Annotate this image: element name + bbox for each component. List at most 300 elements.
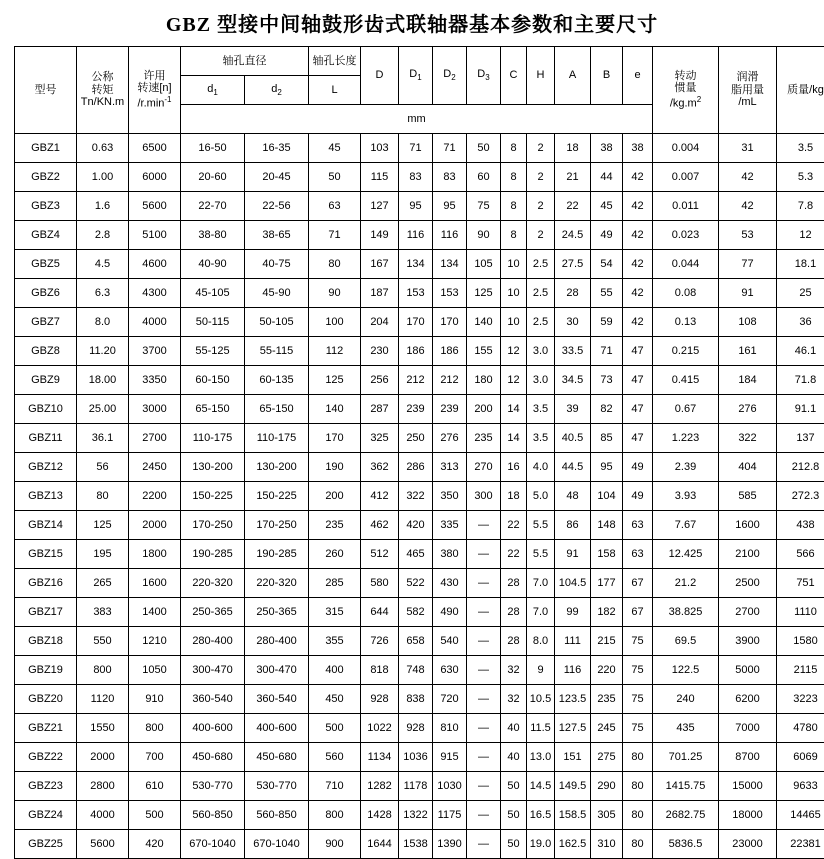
cell-torque: 4000: [77, 801, 129, 830]
cell-D1: 1178: [399, 772, 433, 801]
cell-torque: 18.00: [77, 366, 129, 395]
cell-mass: 566: [777, 540, 824, 569]
table-row: [15, 134, 824, 163]
cell-C: 32: [501, 656, 527, 685]
table-row: [15, 163, 824, 192]
cell-D: 167: [361, 250, 399, 279]
cell-L: 80: [309, 250, 361, 279]
cell-speed: 6500: [129, 134, 181, 163]
cell-L: 100: [309, 308, 361, 337]
cell-speed: 3350: [129, 366, 181, 395]
cell-L: 235: [309, 511, 361, 540]
cell-D: 928: [361, 685, 399, 714]
cell-mass: 137: [777, 424, 824, 453]
cell-mass: 438: [777, 511, 824, 540]
cell-H: 5.0: [527, 482, 555, 511]
cell-e: 75: [623, 656, 653, 685]
cell-d2: 150-225: [245, 482, 309, 511]
cell-d1: 65-150: [181, 395, 245, 424]
cell-C: 8: [501, 192, 527, 221]
header-allowable-speed-line2: 转速[n]: [129, 82, 180, 95]
cell-B: 275: [591, 743, 623, 772]
cell-H: 11.5: [527, 714, 555, 743]
cell-D1: 250: [399, 424, 433, 453]
cell-D: 1022: [361, 714, 399, 743]
cell-d1: 150-225: [181, 482, 245, 511]
cell-e: 63: [623, 511, 653, 540]
table-row: [15, 453, 824, 482]
cell-D3: 180: [467, 366, 501, 395]
cell-speed: 2450: [129, 453, 181, 482]
cell-L: 170: [309, 424, 361, 453]
cell-B: 95: [591, 453, 623, 482]
cell-H: 2.5: [527, 250, 555, 279]
cell-D3: —: [467, 743, 501, 772]
cell-grease: 161: [719, 337, 777, 366]
cell-D3: —: [467, 598, 501, 627]
cell-inertia: 2.39: [653, 453, 719, 482]
cell-torque: 550: [77, 627, 129, 656]
cell-speed: 2700: [129, 424, 181, 453]
cell-D: 287: [361, 395, 399, 424]
cell-L: 140: [309, 395, 361, 424]
cell-D: 127: [361, 192, 399, 221]
cell-model: GBZ7: [15, 308, 77, 337]
cell-D: 325: [361, 424, 399, 453]
cell-D2: 430: [433, 569, 467, 598]
cell-mass: 14465: [777, 801, 824, 830]
cell-d2: 38-65: [245, 221, 309, 250]
cell-inertia: 0.08: [653, 279, 719, 308]
cell-torque: 1.6: [77, 192, 129, 221]
cell-B: 54: [591, 250, 623, 279]
cell-mass: 4780: [777, 714, 824, 743]
cell-C: 12: [501, 337, 527, 366]
cell-grease: 2100: [719, 540, 777, 569]
cell-torque: 5600: [77, 830, 129, 859]
cell-speed: 1210: [129, 627, 181, 656]
cell-B: 158: [591, 540, 623, 569]
cell-B: 38: [591, 134, 623, 163]
cell-C: 50: [501, 801, 527, 830]
cell-B: 245: [591, 714, 623, 743]
cell-d2: 280-400: [245, 627, 309, 656]
cell-A: 44.5: [555, 453, 591, 482]
cell-D: 115: [361, 163, 399, 192]
cell-A: 22: [555, 192, 591, 221]
cell-e: 80: [623, 830, 653, 859]
table-row: [15, 221, 824, 250]
table-row: [15, 743, 824, 772]
cell-model: GBZ25: [15, 830, 77, 859]
cell-grease: 31: [719, 134, 777, 163]
cell-d2: 130-200: [245, 453, 309, 482]
cell-d1: 560-850: [181, 801, 245, 830]
table-row: [15, 540, 824, 569]
cell-e: 63: [623, 540, 653, 569]
cell-C: 10: [501, 250, 527, 279]
cell-d1: 110-175: [181, 424, 245, 453]
cell-D3: —: [467, 540, 501, 569]
cell-grease: 77: [719, 250, 777, 279]
cell-D1: 582: [399, 598, 433, 627]
cell-B: 290: [591, 772, 623, 801]
table-row: [15, 511, 824, 540]
cell-e: 49: [623, 453, 653, 482]
cell-mass: 1110: [777, 598, 824, 627]
cell-grease: 5000: [719, 656, 777, 685]
cell-speed: 4600: [129, 250, 181, 279]
cell-d1: 40-90: [181, 250, 245, 279]
cell-speed: 3700: [129, 337, 181, 366]
cell-d2: 60-135: [245, 366, 309, 395]
cell-L: 450: [309, 685, 361, 714]
cell-D3: 75: [467, 192, 501, 221]
table-row: [15, 627, 824, 656]
cell-H: 2.5: [527, 308, 555, 337]
cell-D: 726: [361, 627, 399, 656]
cell-D1: 153: [399, 279, 433, 308]
cell-D1: 239: [399, 395, 433, 424]
cell-speed: 6000: [129, 163, 181, 192]
header-e: e: [623, 47, 653, 105]
cell-C: 28: [501, 569, 527, 598]
cell-A: 123.5: [555, 685, 591, 714]
coupling-spec-table: [14, 46, 824, 859]
cell-C: 40: [501, 714, 527, 743]
cell-D3: —: [467, 511, 501, 540]
table-row: [15, 308, 824, 337]
cell-D1: 71: [399, 134, 433, 163]
cell-speed: 420: [129, 830, 181, 859]
cell-L: 260: [309, 540, 361, 569]
cell-mass: 5.3: [777, 163, 824, 192]
cell-model: GBZ6: [15, 279, 77, 308]
cell-torque: 1120: [77, 685, 129, 714]
cell-D2: 276: [433, 424, 467, 453]
cell-torque: 383: [77, 598, 129, 627]
cell-model: GBZ13: [15, 482, 77, 511]
cell-grease: 184: [719, 366, 777, 395]
cell-d2: 22-56: [245, 192, 309, 221]
cell-B: 305: [591, 801, 623, 830]
cell-e: 47: [623, 366, 653, 395]
cell-model: GBZ19: [15, 656, 77, 685]
cell-D: 187: [361, 279, 399, 308]
cell-speed: 1050: [129, 656, 181, 685]
header-nominal-torque: [77, 47, 129, 134]
cell-torque: 125: [77, 511, 129, 540]
cell-L: 315: [309, 598, 361, 627]
cell-grease: 53: [719, 221, 777, 250]
header-nominal-torque-line2: 转矩: [77, 84, 128, 97]
cell-D3: 125: [467, 279, 501, 308]
table-container: [0, 46, 824, 859]
cell-D1: 838: [399, 685, 433, 714]
cell-grease: 108: [719, 308, 777, 337]
table-row: [15, 569, 824, 598]
cell-D2: 915: [433, 743, 467, 772]
cell-D1: 95: [399, 192, 433, 221]
cell-L: 112: [309, 337, 361, 366]
cell-grease: 2500: [719, 569, 777, 598]
cell-H: 3.0: [527, 337, 555, 366]
cell-D1: 748: [399, 656, 433, 685]
cell-torque: 1550: [77, 714, 129, 743]
cell-D1: 134: [399, 250, 433, 279]
cell-model: GBZ10: [15, 395, 77, 424]
cell-model: GBZ22: [15, 743, 77, 772]
table-row: [15, 337, 824, 366]
cell-inertia: 21.2: [653, 569, 719, 598]
cell-d1: 670-1040: [181, 830, 245, 859]
table-row: [15, 772, 824, 801]
cell-speed: 2000: [129, 511, 181, 540]
cell-D1: 420: [399, 511, 433, 540]
cell-d2: 560-850: [245, 801, 309, 830]
cell-speed: 800: [129, 714, 181, 743]
header-D1: $D_1$: [399, 47, 433, 105]
cell-grease: 8700: [719, 743, 777, 772]
cell-mass: 3.5: [777, 134, 824, 163]
cell-H: 3.5: [527, 395, 555, 424]
cell-C: 8: [501, 221, 527, 250]
cell-B: 82: [591, 395, 623, 424]
table-body: [15, 134, 824, 859]
cell-model: GBZ2: [15, 163, 77, 192]
header-bore-d1: $d_1$: [181, 76, 245, 105]
cell-d2: 55-115: [245, 337, 309, 366]
cell-C: 16: [501, 453, 527, 482]
cell-grease: 6200: [719, 685, 777, 714]
cell-A: 28: [555, 279, 591, 308]
cell-D2: 313: [433, 453, 467, 482]
table-row: [15, 801, 824, 830]
cell-L: 125: [309, 366, 361, 395]
header-D2: $D_2$: [433, 47, 467, 105]
cell-D: 103: [361, 134, 399, 163]
cell-L: 400: [309, 656, 361, 685]
cell-D1: 116: [399, 221, 433, 250]
cell-H: 13.0: [527, 743, 555, 772]
cell-H: 16.5: [527, 801, 555, 830]
cell-D3: 235: [467, 424, 501, 453]
cell-d2: 360-540: [245, 685, 309, 714]
cell-e: 47: [623, 337, 653, 366]
cell-D1: 83: [399, 163, 433, 192]
cell-grease: 1600: [719, 511, 777, 540]
cell-D: 818: [361, 656, 399, 685]
cell-C: 14: [501, 395, 527, 424]
cell-C: 50: [501, 772, 527, 801]
header-grease-quantity: [719, 47, 777, 134]
cell-D2: 490: [433, 598, 467, 627]
cell-e: 42: [623, 163, 653, 192]
cell-D: 204: [361, 308, 399, 337]
cell-H: 9: [527, 656, 555, 685]
header-B: B: [591, 47, 623, 105]
cell-A: 86: [555, 511, 591, 540]
cell-D2: 153: [433, 279, 467, 308]
cell-mass: 91.1: [777, 395, 824, 424]
cell-L: 285: [309, 569, 361, 598]
table-row: [15, 482, 824, 511]
cell-inertia: 38.825: [653, 598, 719, 627]
cell-inertia: 7.67: [653, 511, 719, 540]
cell-A: 116: [555, 656, 591, 685]
cell-L: 45: [309, 134, 361, 163]
cell-d2: 190-285: [245, 540, 309, 569]
cell-d2: 20-45: [245, 163, 309, 192]
cell-e: 49: [623, 482, 653, 511]
cell-d2: 530-770: [245, 772, 309, 801]
cell-H: 7.0: [527, 598, 555, 627]
cell-A: 18: [555, 134, 591, 163]
cell-C: 40: [501, 743, 527, 772]
cell-H: 2: [527, 134, 555, 163]
cell-d2: 45-90: [245, 279, 309, 308]
cell-L: 560: [309, 743, 361, 772]
cell-inertia: 1415.75: [653, 772, 719, 801]
cell-D: 462: [361, 511, 399, 540]
cell-speed: 5100: [129, 221, 181, 250]
cell-d1: 22-70: [181, 192, 245, 221]
cell-grease: 322: [719, 424, 777, 453]
cell-B: 182: [591, 598, 623, 627]
cell-inertia: 2682.75: [653, 801, 719, 830]
cell-torque: 80: [77, 482, 129, 511]
cell-C: 10: [501, 308, 527, 337]
cell-speed: 910: [129, 685, 181, 714]
cell-D1: 465: [399, 540, 433, 569]
cell-D1: 322: [399, 482, 433, 511]
cell-model: GBZ20: [15, 685, 77, 714]
cell-d2: 400-600: [245, 714, 309, 743]
cell-speed: 4000: [129, 308, 181, 337]
header-allowable-speed-line3: $/r.\min^{-1}$: [129, 95, 180, 110]
cell-torque: 0.63: [77, 134, 129, 163]
cell-torque: 6.3: [77, 279, 129, 308]
cell-mass: 7.8: [777, 192, 824, 221]
cell-e: 42: [623, 221, 653, 250]
cell-d1: 220-320: [181, 569, 245, 598]
cell-e: 80: [623, 772, 653, 801]
cell-D: 149: [361, 221, 399, 250]
cell-D3: 200: [467, 395, 501, 424]
cell-grease: 23000: [719, 830, 777, 859]
cell-B: 55: [591, 279, 623, 308]
header-model: 型号: [15, 47, 77, 134]
cell-torque: 36.1: [77, 424, 129, 453]
cell-e: 75: [623, 627, 653, 656]
cell-C: 10: [501, 279, 527, 308]
header-A: A: [555, 47, 591, 105]
cell-A: 33.5: [555, 337, 591, 366]
cell-model: GBZ15: [15, 540, 77, 569]
cell-D2: 350: [433, 482, 467, 511]
cell-A: 24.5: [555, 221, 591, 250]
cell-D2: 71: [433, 134, 467, 163]
header-grease-line2: 脂用量: [719, 84, 776, 97]
cell-d1: 130-200: [181, 453, 245, 482]
cell-torque: 8.0: [77, 308, 129, 337]
table-row: [15, 279, 824, 308]
header-grease-line1: 润滑: [719, 71, 776, 84]
cell-D3: —: [467, 830, 501, 859]
header-unit-mm: mm: [181, 105, 653, 134]
table-row: [15, 656, 824, 685]
cell-d2: 670-1040: [245, 830, 309, 859]
cell-C: 12: [501, 366, 527, 395]
cell-mass: 18.1: [777, 250, 824, 279]
cell-L: 500: [309, 714, 361, 743]
cell-D3: —: [467, 685, 501, 714]
cell-H: 2: [527, 221, 555, 250]
cell-B: 49: [591, 221, 623, 250]
cell-mass: 22381: [777, 830, 824, 859]
cell-mass: 1580: [777, 627, 824, 656]
cell-inertia: 3.93: [653, 482, 719, 511]
cell-D2: 810: [433, 714, 467, 743]
cell-D: 580: [361, 569, 399, 598]
cell-inertia: 0.415: [653, 366, 719, 395]
cell-model: GBZ8: [15, 337, 77, 366]
cell-mass: 9633: [777, 772, 824, 801]
cell-e: 80: [623, 801, 653, 830]
cell-H: 14.5: [527, 772, 555, 801]
cell-mass: 46.1: [777, 337, 824, 366]
cell-speed: 4300: [129, 279, 181, 308]
cell-model: GBZ12: [15, 453, 77, 482]
cell-speed: 3000: [129, 395, 181, 424]
cell-D2: 540: [433, 627, 467, 656]
cell-mass: 751: [777, 569, 824, 598]
cell-B: 310: [591, 830, 623, 859]
cell-e: 75: [623, 714, 653, 743]
cell-H: 3.0: [527, 366, 555, 395]
cell-d1: 450-680: [181, 743, 245, 772]
cell-D3: 90: [467, 221, 501, 250]
cell-inertia: 240: [653, 685, 719, 714]
table-row: [15, 685, 824, 714]
cell-L: 50: [309, 163, 361, 192]
cell-D2: 630: [433, 656, 467, 685]
cell-C: 32: [501, 685, 527, 714]
cell-A: 48: [555, 482, 591, 511]
cell-d2: 16-35: [245, 134, 309, 163]
cell-d1: 300-470: [181, 656, 245, 685]
cell-H: 8.0: [527, 627, 555, 656]
cell-torque: 56: [77, 453, 129, 482]
header-D3: $D_3$: [467, 47, 501, 105]
cell-grease: 276: [719, 395, 777, 424]
cell-d2: 50-105: [245, 308, 309, 337]
cell-D3: —: [467, 569, 501, 598]
cell-mass: 36: [777, 308, 824, 337]
cell-d2: 300-470: [245, 656, 309, 685]
table-row: [15, 395, 824, 424]
cell-d2: 170-250: [245, 511, 309, 540]
cell-model: GBZ4: [15, 221, 77, 250]
cell-D1: 286: [399, 453, 433, 482]
cell-A: 99: [555, 598, 591, 627]
cell-e: 80: [623, 743, 653, 772]
cell-grease: 3900: [719, 627, 777, 656]
cell-model: GBZ5: [15, 250, 77, 279]
cell-D2: 335: [433, 511, 467, 540]
cell-inertia: 0.13: [653, 308, 719, 337]
cell-D3: 270: [467, 453, 501, 482]
